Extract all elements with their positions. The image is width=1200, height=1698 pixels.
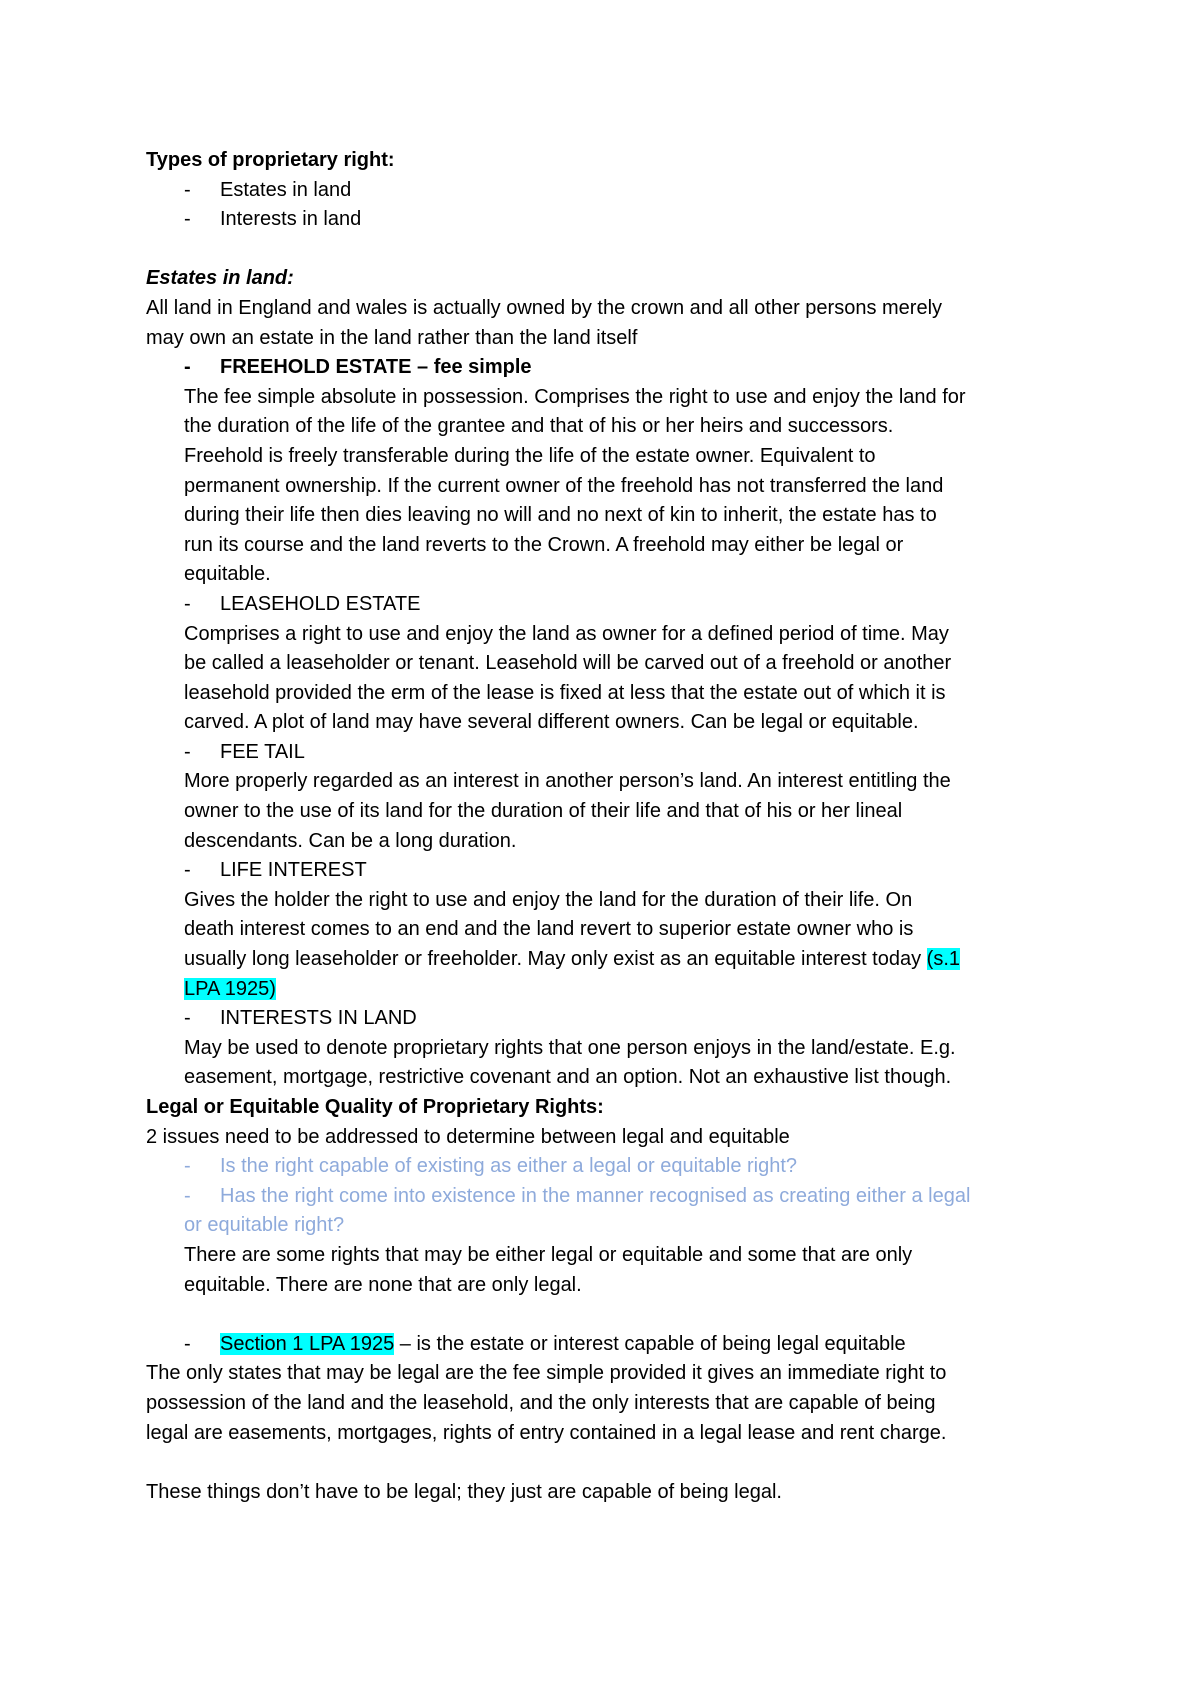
freehold-line: Freehold is freely transferable during the life of the estate owner. Equivalent to xyxy=(184,444,876,467)
spacer xyxy=(146,1300,1066,1330)
life-interest-title xyxy=(146,856,1066,886)
interests-in-land-title-text: INTERESTS IN LAND xyxy=(220,1007,417,1030)
leasehold-line: be called a leaseholder or tenant. Leasehold will be carved out of a freehold or another xyxy=(184,652,952,675)
bullet-dash: - xyxy=(184,208,191,231)
statute-citation-highlight: (s.1 xyxy=(926,948,961,971)
question-2 xyxy=(146,1182,1066,1212)
bullet-dash: - xyxy=(184,592,191,615)
bullet-text: Estates in land xyxy=(220,178,352,201)
freehold-line: The fee simple absolute in possession. Comprises the right to use and enjoy the land for xyxy=(184,385,966,408)
bullet-dash: - xyxy=(184,740,191,763)
life-interest-text: usually long leaseholder or freeholder. May only exist as an equitable interest today xyxy=(184,948,927,971)
section-1-text: – is the estate or interest capable of being legal equitable xyxy=(394,1332,906,1355)
life-interest-line: Gives the holder the right to use and enjoy the land for the duration of their life. On xyxy=(184,888,913,911)
note-line: There are some rights that may be either legal or equitable and some that are only xyxy=(184,1243,913,1266)
estates-intro-1: All land in England and wales is actually owned by the crown and all other persons merely xyxy=(146,296,943,319)
freehold-line: the duration of the life of the grantee and that of his or her heirs and successors. xyxy=(184,415,894,438)
freehold-title-text: FREEHOLD ESTATE – fee simple xyxy=(220,356,532,379)
freehold-line: equitable. xyxy=(184,563,271,586)
statute-citation-highlight: Section 1 LPA 1925 xyxy=(220,1332,395,1355)
spacer xyxy=(146,235,1066,265)
freehold-line: permanent ownership. If the current owner of the freehold has not transferred the land xyxy=(184,474,944,497)
leasehold-title-text: LEASEHOLD ESTATE xyxy=(220,592,421,615)
leasehold-line: leasehold provided the erm of the lease is fixed at less that the estate out of which it is xyxy=(184,681,946,704)
life-interest-line xyxy=(146,975,1066,1005)
fee-tail-line: owner to the use of its land for the duration of their life and that of his or her lineal xyxy=(184,800,903,823)
bullet-dash: - xyxy=(184,1155,191,1178)
section-line: possession of the land and the leasehold, and the only interests that are capable of being xyxy=(146,1391,936,1414)
note-line: equitable. There are none that are only legal. xyxy=(184,1273,582,1296)
freehold-line: during their life then dies leaving no will and no next of kin to inherit, the estate has to xyxy=(184,504,937,527)
bullet-dash: - xyxy=(184,356,191,379)
question-text: Is the right capable of existing as either a legal or equitable right? xyxy=(220,1155,798,1178)
bullet-dash: - xyxy=(184,1184,191,1207)
question-1 xyxy=(146,1152,1066,1182)
bullet-dash: - xyxy=(184,859,191,882)
bullet-estates xyxy=(146,176,1066,206)
statute-citation-highlight: LPA 1925) xyxy=(184,977,276,1000)
closing-line: These things don’t have to be legal; they just are capable of being legal. xyxy=(146,1480,782,1503)
interests-in-land-line: May be used to denote proprietary rights that one person enjoys in the land/estate. E.g. xyxy=(184,1036,956,1059)
legal-equitable-intro: 2 issues need to be addressed to determine between legal and equitable xyxy=(146,1125,790,1148)
bullet-interests xyxy=(146,205,1066,235)
estates-intro-2: may own an estate in the land rather than the land itself xyxy=(146,326,638,349)
interests-in-land-title xyxy=(146,1004,1066,1034)
leasehold-line: Comprises a right to use and enjoy the land as owner for a defined period of time. May xyxy=(184,622,949,645)
freehold-title xyxy=(146,353,1066,383)
interests-in-land-line: easement, mortgage, restrictive covenant and an option. Not an exhaustive list though. xyxy=(184,1066,952,1089)
section-1-bullet xyxy=(146,1330,1066,1360)
leasehold-title xyxy=(146,590,1066,620)
bullet-dash: - xyxy=(184,1332,191,1355)
fee-tail-title-text: FEE TAIL xyxy=(220,740,305,763)
spacer xyxy=(146,1448,1066,1478)
life-interest-line: death interest comes to an end and the land revert to superior estate owner who is xyxy=(184,918,914,941)
life-interest-line xyxy=(146,945,1066,975)
legal-equitable-heading: Legal or Equitable Quality of Proprietary Rights: xyxy=(146,1096,604,1118)
fee-tail-line: descendants. Can be a long duration. xyxy=(184,829,517,852)
freehold-line: run its course and the land reverts to the Crown. A freehold may either be legal or xyxy=(184,533,904,556)
question-2-continued: or equitable right? xyxy=(184,1214,345,1237)
document-body xyxy=(146,146,1066,1507)
section-line: The only states that may be legal are the fee simple provided it gives an immediate right to xyxy=(146,1362,947,1385)
types-heading: Types of proprietary right: xyxy=(146,149,395,171)
section-line: legal are easements, mortgages, rights of entry contained in a legal lease and rent charge. xyxy=(146,1421,947,1444)
leasehold-line: carved. A plot of land may have several different owners. Can be legal or equitable. xyxy=(184,711,919,734)
fee-tail-line: More properly regarded as an interest in another person’s land. An interest entitling the xyxy=(184,770,951,793)
estates-heading: Estates in land: xyxy=(146,267,294,290)
life-interest-title-text: LIFE INTEREST xyxy=(220,859,367,882)
bullet-dash: - xyxy=(184,178,191,201)
question-text: Has the right come into existence in the manner recognised as creating either a legal xyxy=(220,1184,971,1207)
bullet-text: Interests in land xyxy=(220,208,362,231)
fee-tail-title xyxy=(146,738,1066,768)
bullet-dash: - xyxy=(184,1007,191,1030)
